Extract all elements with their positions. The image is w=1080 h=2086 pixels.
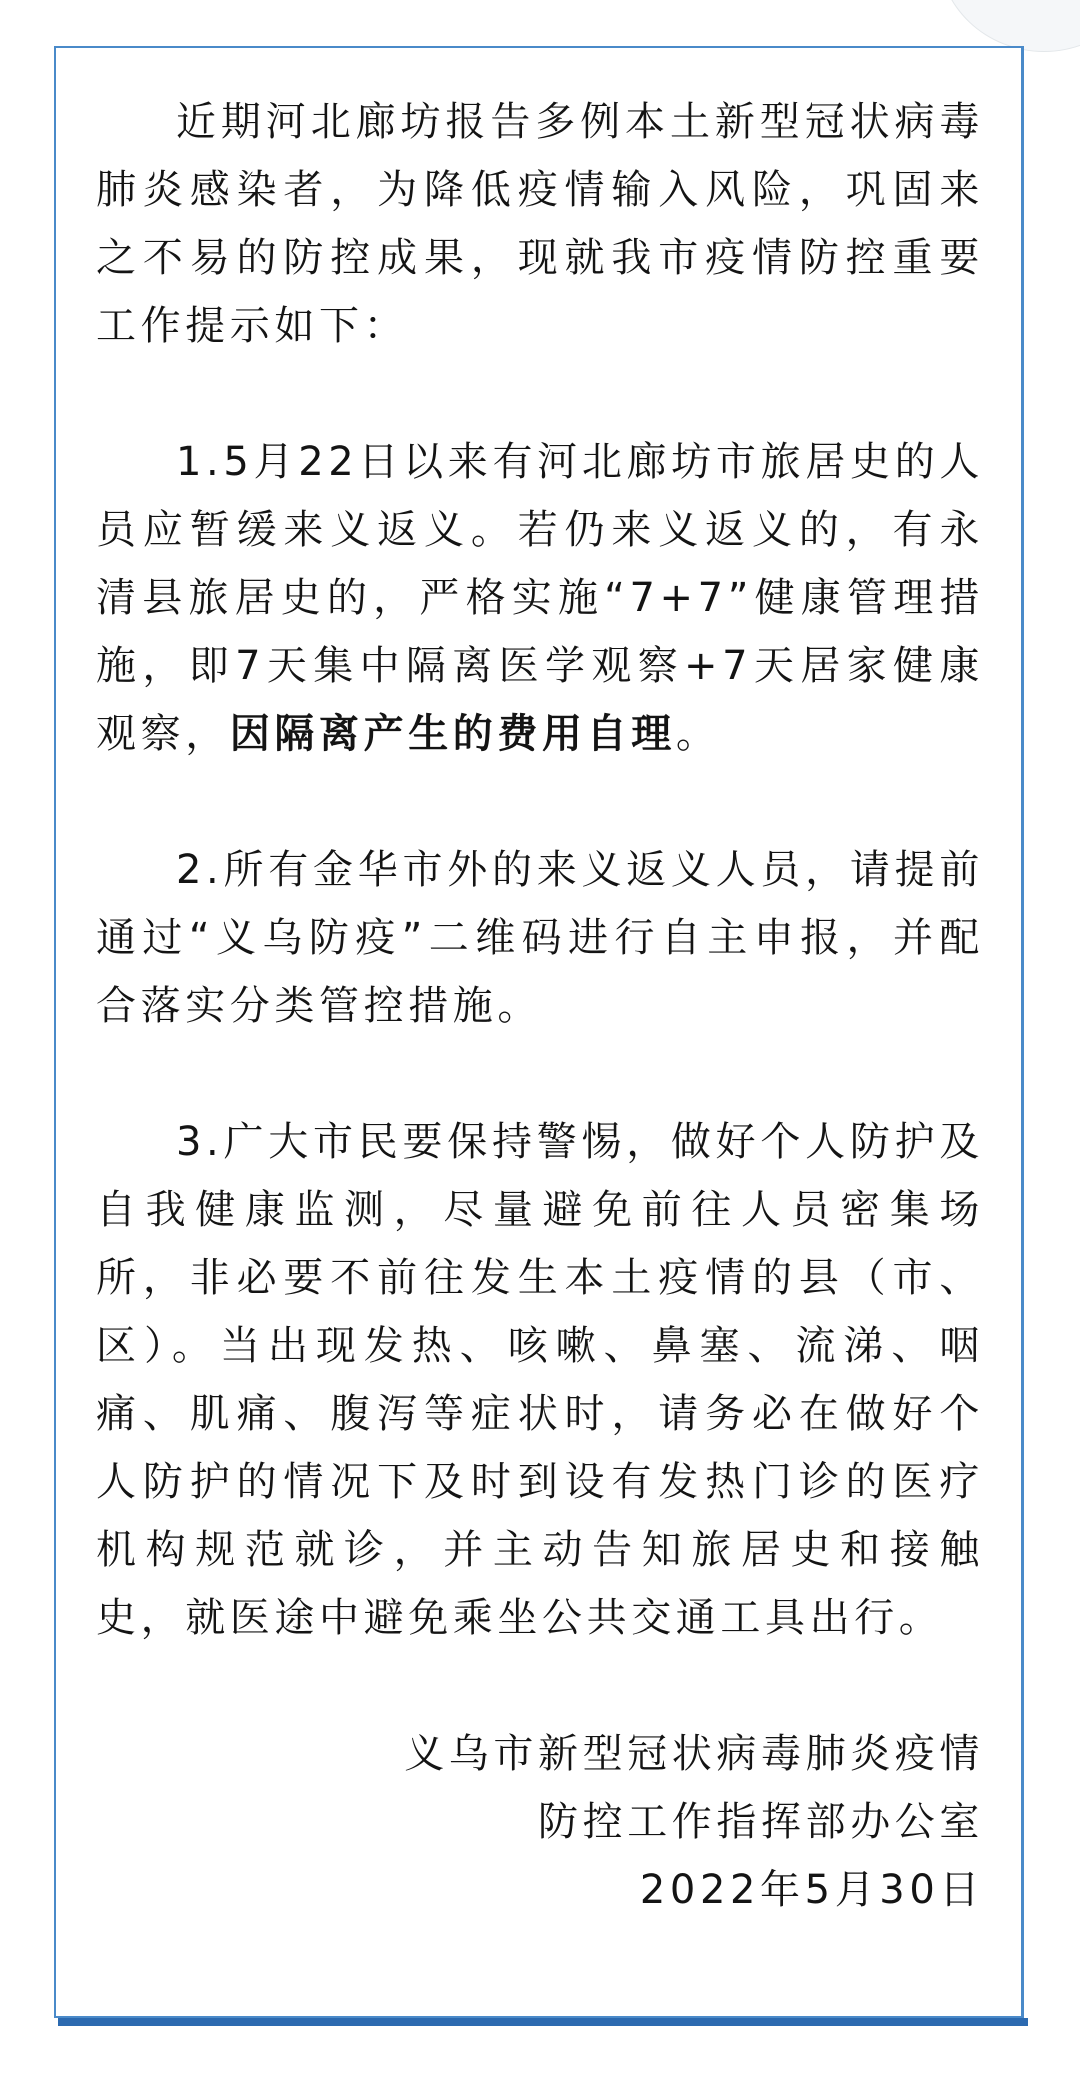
item-3-paragraph: 3.广大市民要保持警惕，做好个人防护及自我健康监测，尽量避免前往人员密集场所，非必要不前往发生本土疫情的县（市、区）。当出现发热、咳嗽、鼻塞、流涕、咽痛、肌痛、腹泻等症状时，请务必在做好个人防护的情况下及时到设有发热门诊的医疗机构规范就诊，并主动告知旅居史和接触史，就医途中避免乘坐公共交通工具出行。 <box>96 1119 984 1641</box>
notice-content <box>96 88 984 1924</box>
signature-org-line-1: 义乌市新型冠状病毒肺炎疫情 <box>404 1731 984 1777</box>
item-2-paragraph: 2.所有金华市外的来义返义人员，请提前通过“义乌防疫”二维码进行自主申报，并配合落实分类管控措施。 <box>96 847 984 1029</box>
item-1-text: 1.5月22日以来有河北廊坊市旅居史的人员应暂缓来义返义。若仍来义返义的，有永清县旅居史的，严格实施“7+7”健康管理措施，即7天集中隔离医学观察+7天居家健康观察， <box>96 439 984 757</box>
intro-paragraph: 近期河北廊坊报告多例本土新型冠状病毒肺炎感染者，为降低疫情输入风险，巩固来之不易的防控成果，现就我市疫情防控重要工作提示如下： <box>96 99 984 349</box>
card-bottom-bar <box>58 2018 1028 2026</box>
corner-decoration <box>938 0 1080 52</box>
signature-date: 2022年5月30日 <box>639 1867 984 1913</box>
signature-org-line-2: 防控工作指挥部办公室 <box>538 1799 984 1845</box>
signature-block <box>96 1720 984 1924</box>
item-1-bold-text: 因隔离产生的费用自理 <box>229 711 676 757</box>
item-1-end: 。 <box>675 711 721 757</box>
item-1-paragraph <box>96 428 984 768</box>
notice-card <box>54 46 1024 2018</box>
